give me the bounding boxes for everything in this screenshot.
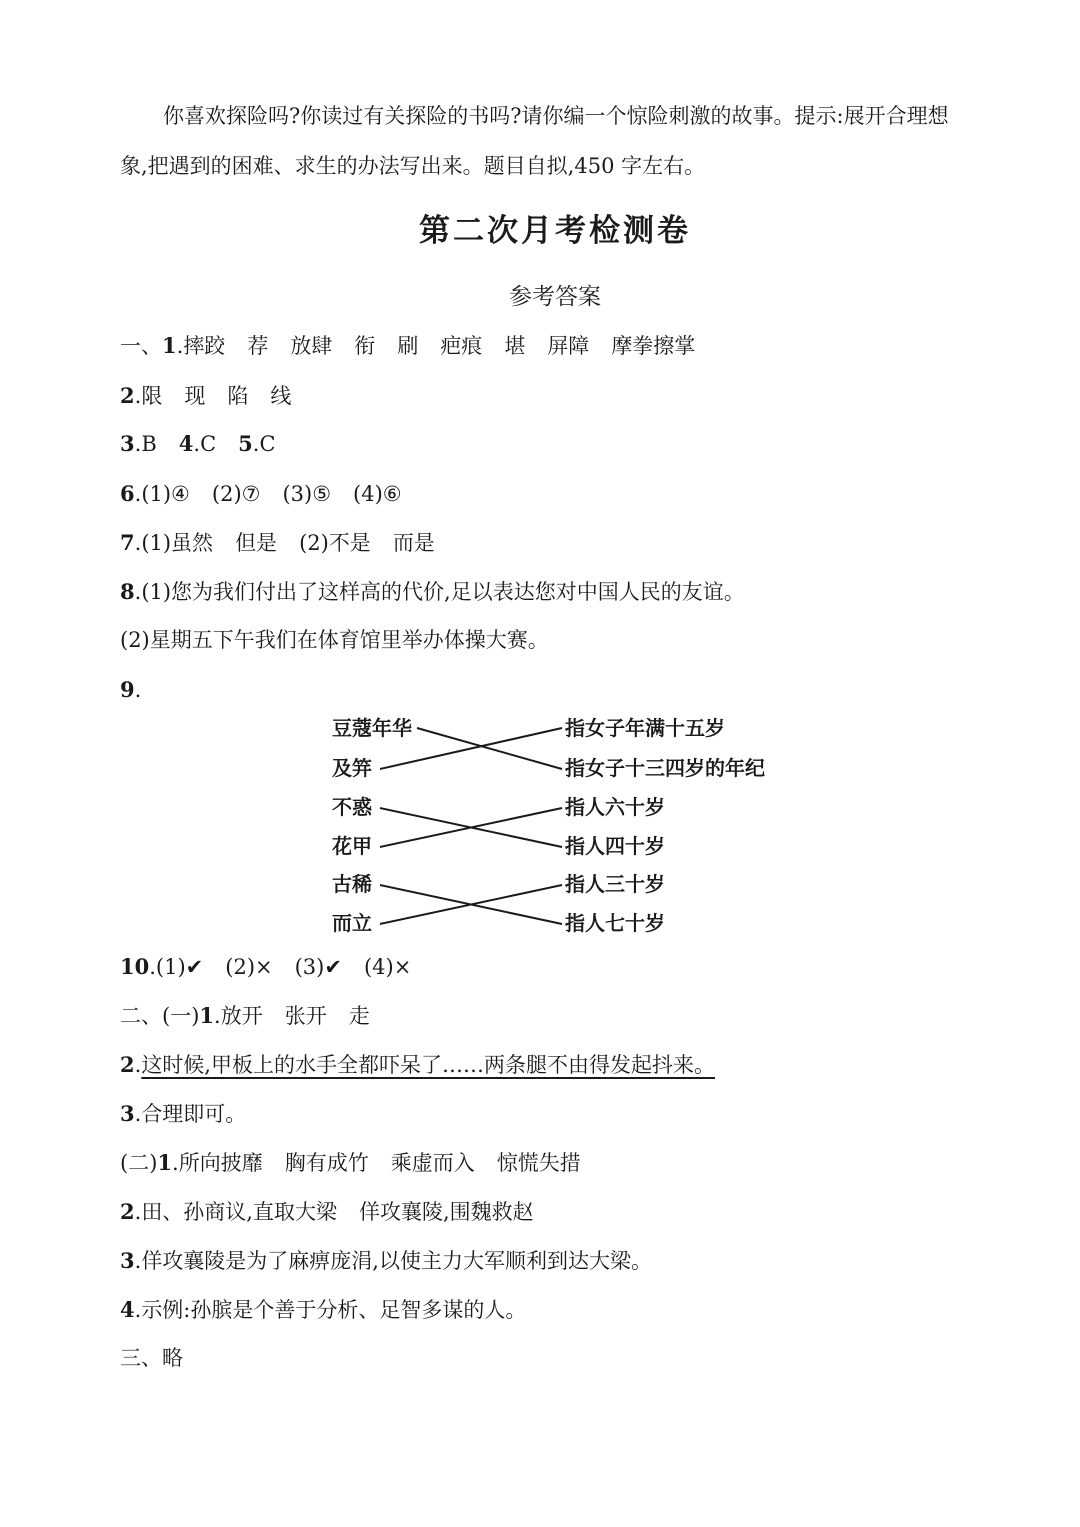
question-number: 4 <box>120 1297 135 1322</box>
matching-diagram <box>320 705 800 945</box>
answer-2-b-2: 2.田、孙商议,直取大梁 佯攻襄陵,围魏救赵 <box>120 1199 534 1224</box>
answer-item: C <box>200 432 217 456</box>
match-left-term: 不惑 <box>332 795 372 819</box>
answer-item: 但是 <box>235 531 278 555</box>
question-number: 2 <box>120 1052 135 1077</box>
answer-item: 佯攻襄陵,围魏救赵 <box>359 1200 534 1224</box>
answer-2-b-1: (二)1.所向披靡 胸有成竹 乘虚而入 惊慌失措 <box>120 1150 581 1175</box>
answer-text: 合理即可。 <box>141 1102 247 1126</box>
answer-1-9-label: 9. <box>120 677 142 702</box>
answer-item: 刷 <box>397 334 419 358</box>
match-right-meaning: 指女子十三四岁的年纪 <box>565 756 765 780</box>
intro-line-1: 你喜欢探险吗?你读过有关探险的书吗?请你编一个惊险刺激的故事。提示:展开合理想 <box>163 104 949 128</box>
answer-item: B <box>141 432 157 456</box>
match-right-meaning: 指女子年满十五岁 <box>565 716 725 740</box>
answer-item: 现 <box>184 384 206 408</box>
answer-item: 田、孙商议,直取大梁 <box>141 1200 337 1224</box>
answer-item: (3)⑤ <box>282 482 332 506</box>
answer-item: 所向披靡 <box>178 1151 263 1175</box>
question-number: 1 <box>162 333 177 358</box>
question-number: 10 <box>120 954 150 979</box>
answer-item: C <box>259 432 276 456</box>
question-number: 4 <box>178 431 194 456</box>
match-left-term: 古稀 <box>332 872 372 896</box>
answer-item: 摩拳擦掌 <box>611 334 696 358</box>
question-number: 3 <box>120 1248 135 1273</box>
answer-1-7: 7.(1)虽然 但是 (2)不是 而是 <box>120 530 435 555</box>
match-left-term: 花甲 <box>332 834 372 858</box>
answer-item: (2)⑦ <box>211 482 261 506</box>
question-number: 3 <box>120 1101 135 1126</box>
answer-item: 衔 <box>354 334 376 358</box>
answer-text: 示例:孙膑是个善于分析、足智多谋的人。 <box>141 1298 527 1322</box>
question-number: 2 <box>120 383 135 408</box>
answer-item: 疤痕 <box>440 334 483 358</box>
answer-text: 佯攻襄陵是为了麻痹庞涓,以使主力大军顺利到达大梁。 <box>141 1249 652 1273</box>
answer-1-1: 一、1.摔跤 荐 放肆 衔 刷 疤痕 堪 屏障 摩拳擦掌 <box>120 333 696 358</box>
answer-2-b-3: 3.佯攻襄陵是为了麻痹庞涓,以使主力大军顺利到达大梁。 <box>120 1248 652 1273</box>
match-left-term: 及笄 <box>332 756 372 780</box>
question-number: 8 <box>120 579 135 604</box>
answer-item: 放肆 <box>290 334 333 358</box>
question-number: 1 <box>157 1150 173 1175</box>
answer-text: (1)您为我们付出了这样高的代价,足以表达您对中国人民的友谊。 <box>141 580 745 604</box>
answer-item: (2)× <box>225 955 273 979</box>
match-line-1 <box>417 728 562 769</box>
answer-item: (4)× <box>363 955 412 979</box>
intro-line-2: 象,把遇到的困难、求生的办法写出来。题目自拟,450 字左右。 <box>120 154 706 178</box>
question-number: 5 <box>238 431 253 456</box>
match-right-meaning: 指人六十岁 <box>565 795 665 819</box>
match-left-term: 豆蔻年华 <box>332 716 412 740</box>
answer-item: (1)④ <box>141 482 190 506</box>
page-title: 第二次月考检测卷 <box>419 213 691 249</box>
answer-item: (1)✔ <box>155 955 204 979</box>
answer-item: 堪 <box>504 334 526 358</box>
answer-1-8-1: 8.(1)您为我们付出了这样高的代价,足以表达您对中国人民的友谊。 <box>120 579 745 604</box>
answer-2-3: 3.合理即可。 <box>120 1101 247 1126</box>
section-prefix: 二、(一) <box>120 1004 200 1028</box>
match-right-meaning: 指人四十岁 <box>565 834 665 858</box>
question-number: 1 <box>199 1003 215 1028</box>
underlined-answer: 这时候,甲板上的水手全都吓呆了……两条腿不由得发起抖来。 <box>141 1053 715 1077</box>
answer-1-2: 2.限 现 陷 线 <box>120 383 292 408</box>
answer-1-10: 10.(1)✔ (2)× (3)✔ (4)× <box>120 954 412 979</box>
answer-item: (3)✔ <box>294 955 342 979</box>
answer-item: 线 <box>270 384 292 408</box>
question-number: 2 <box>120 1199 135 1224</box>
answer-1-3: 3.B 4.C 5.C <box>120 431 276 456</box>
question-number: 6 <box>120 481 135 506</box>
matching-lines <box>320 705 800 945</box>
question-number: 9 <box>120 677 135 702</box>
answer-item: 而是 <box>392 531 435 555</box>
answer-item: 陷 <box>227 384 249 408</box>
page-subtitle: 参考答案 <box>509 284 601 310</box>
answer-2-1: 二、(一)1.放开 张开 走 <box>120 1003 370 1028</box>
answer-item: 惊慌失措 <box>496 1151 581 1175</box>
match-left-term: 而立 <box>332 911 372 935</box>
answer-item: 荐 <box>247 334 269 358</box>
answer-item: (2)不是 <box>299 531 371 555</box>
answer-3: 三、略 <box>120 1346 183 1370</box>
match-right-meaning: 指人三十岁 <box>565 872 665 896</box>
section-prefix: 一、 <box>120 334 162 358</box>
answer-item: 屏障 <box>547 334 590 358</box>
answer-2-2: 2.这时候,甲板上的水手全都吓呆了……两条腿不由得发起抖来。 <box>120 1052 715 1077</box>
answer-item: 张开 <box>284 1004 327 1028</box>
answer-item: 放开 <box>220 1004 263 1028</box>
question-number: 3 <box>120 431 135 456</box>
answer-item: (4)⑥ <box>353 482 402 506</box>
answer-1-8-2: (2)星期五下午我们在体育馆里举办体操大赛。 <box>120 628 549 652</box>
match-right-meaning: 指人七十岁 <box>565 911 665 935</box>
section-prefix: (二) <box>120 1151 158 1175</box>
answer-item: 摔跤 <box>183 334 226 358</box>
answer-item: 胸有成竹 <box>284 1151 369 1175</box>
answer-item: 乘虚而入 <box>390 1151 475 1175</box>
answer-item: 限 <box>141 384 163 408</box>
answer-2-b-4: 4.示例:孙膑是个善于分析、足智多谋的人。 <box>120 1297 527 1322</box>
question-number: 7 <box>120 530 135 555</box>
answer-item: (1)虽然 <box>141 531 214 555</box>
answer-1-6: 6.(1)④ (2)⑦ (3)⑤ (4)⑥ <box>120 481 402 506</box>
answer-item: 走 <box>348 1004 370 1028</box>
